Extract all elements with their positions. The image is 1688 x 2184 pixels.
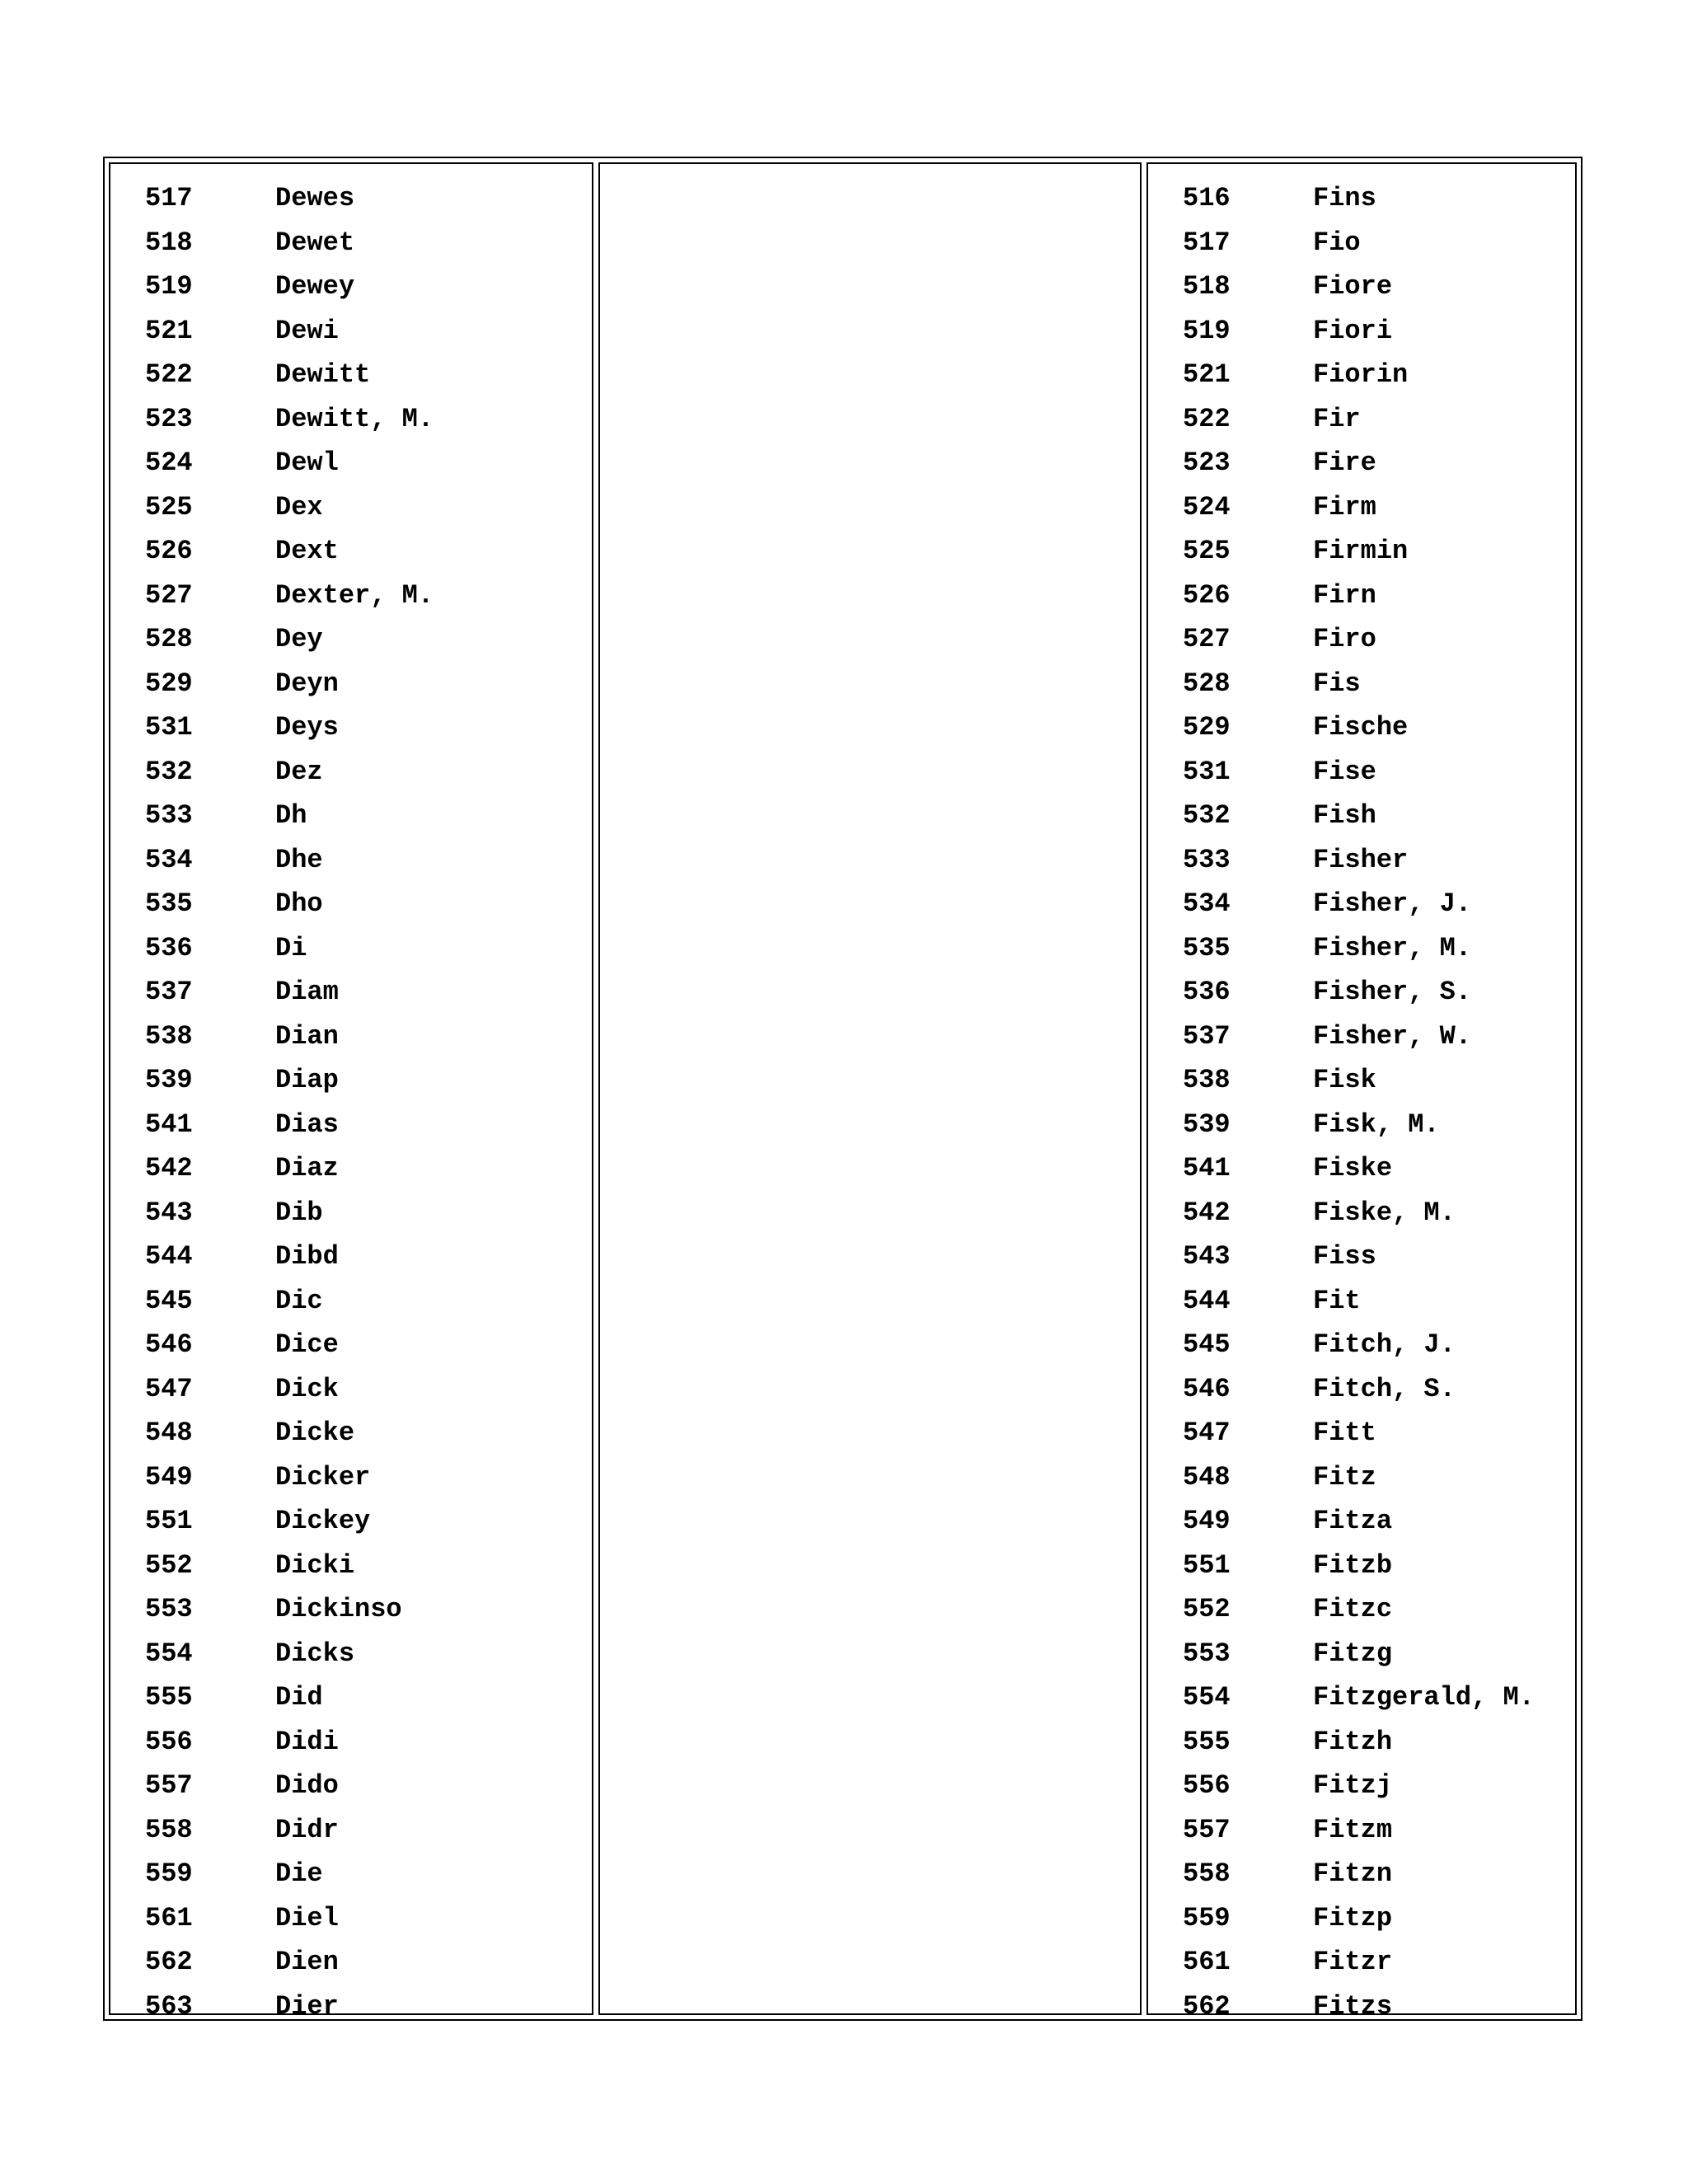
- entry-number: 542: [145, 1153, 193, 1183]
- list-item: [1148, 1499, 1575, 1544]
- entry-name: Die: [275, 1858, 323, 1889]
- list-item: [1148, 1587, 1575, 1632]
- list-item: [110, 970, 592, 1015]
- entry-name: Deyn: [275, 668, 339, 699]
- list-item: [110, 1015, 592, 1059]
- entry-name: Fitz: [1313, 1461, 1376, 1493]
- list-item: [110, 1544, 592, 1588]
- entry-name: Fisher, S.: [1313, 977, 1472, 1007]
- entry-number: 523: [145, 403, 193, 434]
- entry-number: 517: [145, 183, 193, 213]
- entry-number: 525: [145, 491, 193, 523]
- entry-name: Dickinso: [275, 1594, 402, 1624]
- entry-number: 528: [145, 624, 193, 654]
- entry-number: 551: [1183, 1549, 1231, 1581]
- list-item: [110, 1720, 592, 1765]
- entry-name: Dicks: [275, 1638, 355, 1669]
- entry-name: Fiske, M.: [1313, 1197, 1456, 1228]
- entry-number: 521: [145, 315, 193, 346]
- entry-name: Dewes: [275, 183, 355, 213]
- list-item: [1148, 353, 1575, 397]
- entry-number: 523: [1183, 448, 1231, 478]
- list-item: [1148, 1279, 1575, 1324]
- list-item: [110, 1058, 592, 1103]
- entry-number: 524: [1183, 491, 1231, 523]
- list-item: [110, 662, 592, 706]
- entry-number: 537: [145, 977, 193, 1007]
- entry-name: Fisk: [1313, 1065, 1376, 1095]
- entry-name: Dey: [275, 624, 323, 654]
- entry-name: Dicke: [275, 1418, 355, 1448]
- list-item: [110, 1587, 592, 1632]
- entry-name: Dewl: [275, 448, 339, 478]
- left-column-list: [110, 176, 592, 2028]
- entry-number: 524: [145, 448, 193, 478]
- entry-name: Fiorin: [1313, 359, 1409, 390]
- list-item: [1148, 926, 1575, 971]
- entry-name: Firm: [1313, 491, 1376, 523]
- list-item: [110, 1146, 592, 1191]
- entry-number: 562: [1183, 1990, 1231, 2022]
- entry-name: Dian: [275, 1020, 339, 1052]
- entry-number: 549: [145, 1461, 193, 1493]
- list-item: [110, 574, 592, 618]
- entry-name: Dickey: [275, 1506, 371, 1536]
- entry-name: Fitzg: [1313, 1638, 1393, 1669]
- entry-name: Firo: [1313, 624, 1376, 654]
- list-item: [110, 1632, 592, 1676]
- entry-number: 545: [1183, 1329, 1231, 1360]
- list-item: [1148, 485, 1575, 530]
- list-item: [110, 1411, 592, 1455]
- entry-name: Fitzn: [1313, 1858, 1393, 1889]
- entry-name: Diel: [275, 1902, 339, 1933]
- list-item: [1148, 1675, 1575, 1720]
- entry-name: Fitzr: [1313, 1947, 1393, 1977]
- entry-name: Fiori: [1313, 315, 1393, 346]
- entry-number: 559: [1183, 1902, 1231, 1933]
- list-item: [1148, 1015, 1575, 1059]
- entry-name: Fitzj: [1313, 1770, 1393, 1801]
- entry-name: Dewi: [275, 315, 339, 346]
- entry-name: Dez: [275, 756, 323, 787]
- list-item: [110, 1323, 592, 1367]
- entry-name: Fitzs: [1313, 1990, 1393, 2022]
- entry-number: 552: [145, 1549, 193, 1581]
- list-item: [1148, 1058, 1575, 1103]
- entry-name: Fitt: [1313, 1418, 1376, 1448]
- list-item: [110, 1367, 592, 1412]
- entry-number: 543: [1183, 1241, 1231, 1272]
- list-item: [1148, 397, 1575, 442]
- list-item: [1148, 1632, 1575, 1676]
- entry-name: Dice: [275, 1329, 339, 1360]
- entry-name: Fitzp: [1313, 1902, 1393, 1933]
- entry-number: 531: [145, 712, 193, 743]
- entry-number: 539: [1183, 1108, 1231, 1140]
- list-item: [110, 1940, 592, 1985]
- entry-name: Dewitt: [275, 359, 371, 390]
- list-item: [110, 221, 592, 265]
- entry-number: 516: [1183, 183, 1231, 213]
- list-item: [1148, 1455, 1575, 1500]
- entry-number: 557: [145, 1770, 193, 1801]
- list-item: [1148, 662, 1575, 706]
- entry-number: 527: [145, 579, 193, 611]
- entry-name: Dicker: [275, 1461, 371, 1493]
- list-item: [1148, 1103, 1575, 1147]
- list-item: [1148, 1940, 1575, 1985]
- entry-number: 546: [145, 1329, 193, 1360]
- right-column-panel: [1146, 162, 1577, 2022]
- entry-number: 555: [1183, 1726, 1231, 1757]
- entry-number: 549: [1183, 1506, 1231, 1536]
- entry-number: 541: [145, 1108, 193, 1140]
- entry-number: 526: [145, 536, 193, 566]
- entry-name: Dewitt, M.: [275, 403, 434, 434]
- entry-name: Dien: [275, 1947, 339, 1977]
- entry-name: Firmin: [1313, 536, 1409, 566]
- entry-number: 539: [145, 1065, 193, 1095]
- entry-name: Fitza: [1313, 1506, 1393, 1536]
- entry-number: 558: [145, 1814, 193, 1845]
- entry-name: Dido: [275, 1770, 339, 1801]
- left-column-panel: [109, 162, 593, 2022]
- entry-number: 542: [1183, 1197, 1231, 1228]
- entry-number: 556: [145, 1726, 193, 1757]
- entry-number: 532: [145, 756, 193, 787]
- entry-number: 521: [1183, 359, 1231, 390]
- list-item: [1148, 705, 1575, 750]
- list-item: [110, 441, 592, 485]
- entry-number: 532: [1183, 800, 1231, 831]
- entry-number: 548: [1183, 1461, 1231, 1493]
- entry-number: 518: [145, 227, 193, 258]
- entry-number: 525: [1183, 536, 1231, 566]
- entry-number: 545: [145, 1285, 193, 1316]
- list-item: [110, 1675, 592, 1720]
- entry-number: 541: [1183, 1153, 1231, 1183]
- entry-name: Diaz: [275, 1153, 339, 1183]
- entry-number: 559: [145, 1858, 193, 1889]
- entry-number: 522: [145, 359, 193, 390]
- entry-number: 555: [145, 1682, 193, 1713]
- list-item: [110, 1808, 592, 1853]
- entry-name: Fisher, M.: [1313, 932, 1472, 963]
- list-item: [1148, 1323, 1575, 1367]
- list-item: [110, 353, 592, 397]
- entry-number: 529: [1183, 712, 1231, 743]
- list-item: [1148, 1985, 1575, 2029]
- list-item: [1148, 1896, 1575, 1941]
- entry-number: 561: [1183, 1947, 1231, 1977]
- entry-name: Fisher: [1313, 844, 1409, 875]
- entry-name: Fise: [1313, 756, 1376, 787]
- entry-name: Fisher, W.: [1313, 1020, 1472, 1052]
- entry-name: Diam: [275, 977, 339, 1007]
- entry-name: Fitzc: [1313, 1594, 1393, 1624]
- entry-name: Dier: [275, 1990, 339, 2022]
- entry-name: Dex: [275, 491, 323, 523]
- entry-number: 557: [1183, 1814, 1231, 1845]
- entry-name: Dexter, M.: [275, 579, 434, 611]
- entry-number: 563: [145, 1990, 193, 2022]
- entry-name: Di: [275, 932, 307, 963]
- entry-name: Fir: [1313, 403, 1361, 434]
- list-item: [1148, 176, 1575, 221]
- list-item: [110, 265, 592, 309]
- entry-name: Dext: [275, 536, 339, 566]
- entry-name: Fins: [1313, 183, 1376, 213]
- list-item: [110, 926, 592, 971]
- entry-number: 529: [145, 668, 193, 699]
- list-item: [110, 1985, 592, 2029]
- list-item: [1148, 574, 1575, 618]
- entry-number: 556: [1183, 1770, 1231, 1801]
- entry-name: Dhe: [275, 844, 323, 875]
- entry-name: Fiore: [1313, 271, 1393, 302]
- entry-number: 522: [1183, 403, 1231, 434]
- entry-number: 535: [1183, 932, 1231, 963]
- middle-column-panel: [598, 162, 1142, 2015]
- entry-number: 544: [1183, 1285, 1231, 1316]
- entry-number: 551: [145, 1506, 193, 1536]
- entry-name: Dho: [275, 888, 323, 919]
- entry-name: Didi: [275, 1726, 339, 1757]
- list-item: [110, 1279, 592, 1324]
- entry-number: 535: [145, 888, 193, 919]
- entry-number: 519: [1183, 315, 1231, 346]
- entry-name: Dib: [275, 1197, 323, 1228]
- list-item: [1148, 1544, 1575, 1588]
- entry-name: Fitzgerald, M.: [1313, 1682, 1535, 1713]
- entry-name: Fische: [1313, 712, 1409, 743]
- entry-number: 528: [1183, 668, 1231, 699]
- list-item: [110, 882, 592, 926]
- list-item: [1148, 1235, 1575, 1279]
- entry-name: Didr: [275, 1814, 339, 1845]
- entry-number: 548: [145, 1418, 193, 1448]
- entry-name: Did: [275, 1682, 323, 1713]
- entry-name: Fitzm: [1313, 1814, 1393, 1845]
- entry-number: 534: [1183, 888, 1231, 919]
- entry-name: Fiss: [1313, 1241, 1376, 1272]
- entry-name: Fit: [1313, 1285, 1361, 1316]
- entry-name: Fiske: [1313, 1153, 1393, 1183]
- list-item: [1148, 441, 1575, 485]
- list-item: [1148, 309, 1575, 354]
- list-item: [110, 485, 592, 530]
- entry-number: 546: [1183, 1373, 1231, 1404]
- list-item: [110, 397, 592, 442]
- entry-name: Fitzh: [1313, 1726, 1393, 1757]
- entry-name: Dias: [275, 1108, 339, 1140]
- list-item: [1148, 1411, 1575, 1455]
- list-item: [110, 529, 592, 574]
- list-item: [1148, 970, 1575, 1015]
- list-item: [110, 838, 592, 883]
- list-item: [1148, 1808, 1575, 1853]
- entry-number: 531: [1183, 756, 1231, 787]
- list-item: [110, 705, 592, 750]
- entry-number: 536: [1183, 977, 1231, 1007]
- list-item: [110, 176, 592, 221]
- entry-number: 537: [1183, 1020, 1231, 1052]
- entry-number: 534: [145, 844, 193, 875]
- entry-name: Fitzb: [1313, 1549, 1393, 1581]
- entry-number: 544: [145, 1241, 193, 1272]
- entry-number: 533: [1183, 844, 1231, 875]
- list-item: [1148, 1191, 1575, 1235]
- list-item: [1148, 617, 1575, 662]
- entry-name: Dewet: [275, 227, 355, 258]
- entry-name: Fisher, J.: [1313, 888, 1472, 919]
- list-item: [1148, 1367, 1575, 1412]
- list-item: [110, 750, 592, 794]
- list-item: [1148, 838, 1575, 883]
- entry-number: 553: [145, 1594, 193, 1624]
- entry-number: 554: [145, 1638, 193, 1669]
- list-item: [110, 1103, 592, 1147]
- entry-name: Fisk, M.: [1313, 1108, 1440, 1140]
- entry-name: Dh: [275, 800, 307, 831]
- list-item: [110, 794, 592, 838]
- entry-name: Dewey: [275, 271, 355, 302]
- entry-name: Fitch, J.: [1313, 1329, 1456, 1360]
- list-item: [1148, 794, 1575, 838]
- entry-number: 527: [1183, 624, 1231, 654]
- entry-number: 538: [145, 1020, 193, 1052]
- entry-number: 536: [145, 932, 193, 963]
- entry-number: 533: [145, 800, 193, 831]
- list-item: [110, 309, 592, 354]
- entry-number: 558: [1183, 1858, 1231, 1889]
- list-item: [1148, 750, 1575, 794]
- entry-number: 561: [145, 1902, 193, 1933]
- entry-name: Fis: [1313, 668, 1361, 699]
- entry-number: 538: [1183, 1065, 1231, 1095]
- entry-name: Fish: [1313, 800, 1376, 831]
- list-item: [110, 617, 592, 662]
- entry-number: 519: [145, 271, 193, 302]
- entry-name: Dick: [275, 1373, 339, 1404]
- list-item: [110, 1235, 592, 1279]
- entry-number: 552: [1183, 1594, 1231, 1624]
- entry-name: Firn: [1313, 579, 1376, 611]
- entry-name: Dicki: [275, 1549, 355, 1581]
- list-item: [110, 1455, 592, 1500]
- entry-name: Dibd: [275, 1241, 339, 1272]
- entry-name: Diap: [275, 1065, 339, 1095]
- entry-number: 547: [145, 1373, 193, 1404]
- entry-number: 562: [145, 1947, 193, 1977]
- list-item: [1148, 1146, 1575, 1191]
- right-column-list: [1148, 176, 1575, 2028]
- list-item: [1148, 1852, 1575, 1896]
- list-item: [110, 1764, 592, 1808]
- list-item: [110, 1852, 592, 1896]
- entry-number: 553: [1183, 1638, 1231, 1669]
- entry-name: Deys: [275, 712, 339, 743]
- entry-number: 547: [1183, 1418, 1231, 1448]
- list-item: [1148, 265, 1575, 309]
- entry-number: 543: [145, 1197, 193, 1228]
- entry-name: Dic: [275, 1285, 323, 1316]
- entry-number: 517: [1183, 227, 1231, 258]
- list-item: [1148, 529, 1575, 574]
- list-item: [1148, 221, 1575, 265]
- entry-number: 518: [1183, 271, 1231, 302]
- list-item: [110, 1896, 592, 1941]
- entry-number: 526: [1183, 579, 1231, 611]
- entry-name: Fitch, S.: [1313, 1373, 1456, 1404]
- entry-number: 554: [1183, 1682, 1231, 1713]
- list-item: [1148, 1764, 1575, 1808]
- list-item: [1148, 882, 1575, 926]
- entry-name: Fio: [1313, 227, 1361, 258]
- list-item: [110, 1191, 592, 1235]
- list-item: [1148, 1720, 1575, 1765]
- entry-name: Fire: [1313, 448, 1376, 478]
- list-item: [110, 1499, 592, 1544]
